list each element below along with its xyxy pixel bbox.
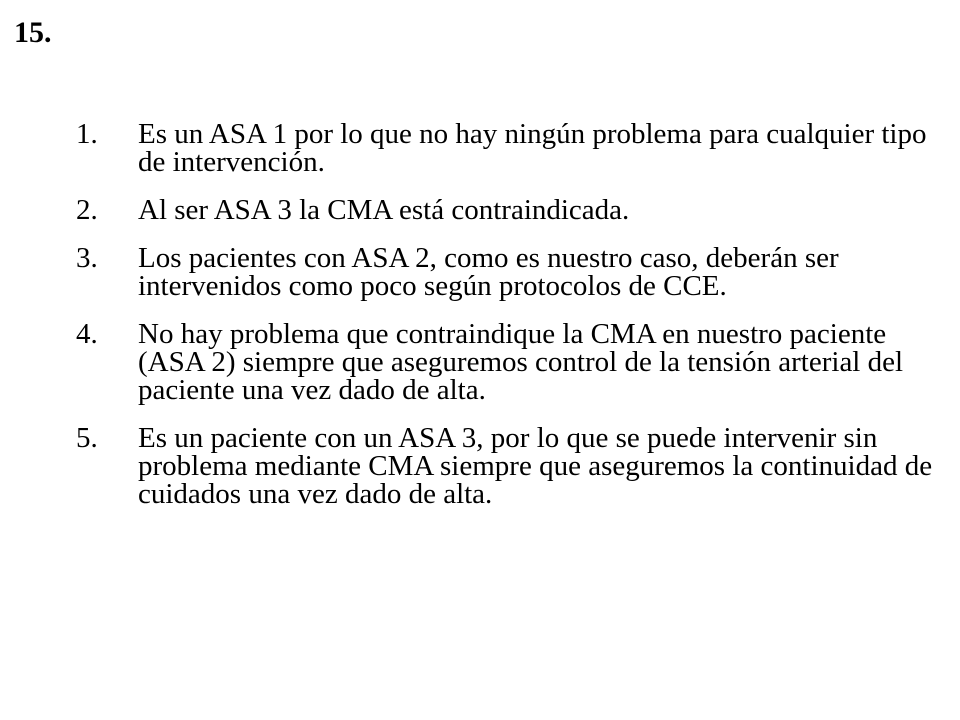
option-number: 3. [76,242,98,274]
answer-option-1 [76,120,936,176]
answer-option-2 [76,196,936,224]
question-number: 15. [14,16,52,49]
option-text: Es un ASA 1 por lo que no hay ningún problema para cualquier tipo de intervención. [138,118,927,178]
option-text: Los pacientes con ASA 2, como es nuestro caso, deberán ser intervenidos como poco según protocolos de CCE. [138,242,839,302]
option-text: Al ser ASA 3 la CMA está contraindicada. [138,194,630,226]
answer-option-5 [76,424,936,508]
answer-options-list [76,120,936,528]
option-text: No hay problema que contraindique la CMA en nuestro paciente (ASA 2) siempre que aseguremos control de la tensión arterial del paciente una vez dado de alta. [138,318,904,406]
option-text: Es un paciente con un ASA 3, por lo que se puede intervenir sin problema mediante CMA siempre que aseguremos la continuidad de cuidados una vez dado de alta. [138,422,933,510]
option-number: 5. [76,422,98,454]
option-number: 1. [76,118,98,150]
answer-option-3 [76,244,936,300]
answer-option-4 [76,320,936,404]
option-number: 4. [76,318,98,350]
option-number: 2. [76,194,98,226]
